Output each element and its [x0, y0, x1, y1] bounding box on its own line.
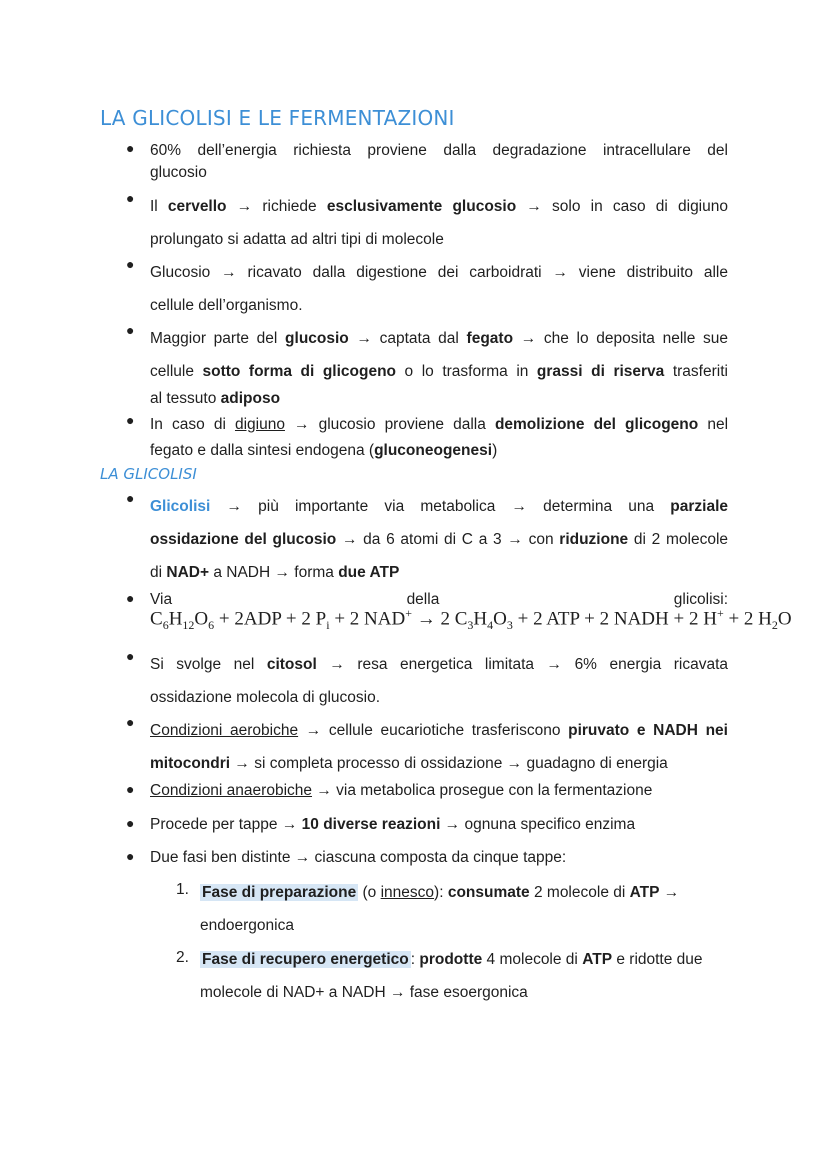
text-line: endoergonica [200, 917, 294, 934]
bullet-icon: ● [126, 781, 135, 797]
text-line: cellule dell’organismo. [150, 297, 303, 314]
bullet-icon: ● [126, 412, 135, 428]
text-line: Via della glicolisi: [150, 591, 729, 608]
text-line: In caso di digiuno → glucosio proviene dalla demolizione del glicogeno nel [150, 416, 729, 433]
text-line: cellule sotto forma di glicogeno o lo trasforma in grassi di riserva trasferiti [150, 363, 728, 380]
numbered-item [200, 876, 730, 942]
text-line: prolungato si adatta ad altri tipi di molecole [150, 231, 444, 248]
page-title: LA GLICOLISI E LE FERMENTAZIONI [100, 106, 455, 130]
text-line: Due fasi ben distinte → ciascuna composta da cinque tappe: [150, 849, 567, 866]
bullet-icon: ● [126, 490, 135, 506]
text-line: Procede per tappe → 10 diverse reazioni → ognuna specifico enzima [150, 816, 636, 833]
numbered-item [200, 943, 730, 1009]
text-line: mitocondri → si completa processo di ossidazione → guadagno di energia [150, 755, 668, 772]
text-line: Glicolisi → più importante via metabolica → determina una parziale [150, 498, 728, 515]
bullet-icon: ● [126, 590, 135, 606]
text-line: Glucosio → ricavato dalla digestione dei carboidrati → viene distribuito alle [150, 264, 728, 281]
section-heading: LA GLICOLISI [100, 465, 197, 483]
text-line: Si svolge nel citosol → resa energetica limitata → 6% energia ricavata [150, 656, 728, 673]
glycolysis-equation: $C_6H_{12}O_6 + 2ADP + 2$ $P_i + 2$ NAD+ → 2 $C_3H_4O_3 + 2$ ATP + 2 NADH + 2 H+ + 2 $H_2O$ [150, 606, 792, 633]
bullet-icon: ● [126, 256, 135, 272]
text-line: fegato e dalla sintesi endogena (gluconeogenesi) [150, 442, 498, 459]
bullet-icon: ● [126, 140, 135, 156]
text-line: glucosio [150, 164, 207, 181]
bullet-icon: ● [126, 648, 135, 664]
bullet-icon: ● [126, 190, 135, 206]
bullet-icon: ● [126, 848, 135, 864]
text-line: Fase di preparazione (o innesco): consumate 2 molecole di ATP → [202, 884, 680, 901]
text-line: al tessuto adiposo [150, 390, 281, 407]
text-line: 60% dell’energia richiesta proviene dalla degradazione intracellulare del [150, 142, 728, 159]
bullet-icon: ● [126, 815, 135, 831]
text-line: ossidazione del glucosio → da 6 atomi di C a 3 → con riduzione di 2 molecole [150, 531, 729, 548]
text-line: Maggior parte del glucosio → captata dal fegato → che lo deposita nelle sue [150, 330, 728, 347]
list-number: 1. [176, 881, 189, 898]
text-line: ossidazione molecola di glucosio. [150, 689, 381, 706]
text-line: molecole di NAD+ a NADH → fase esoergonica [200, 984, 528, 1001]
list-number: 2. [176, 949, 189, 966]
text-line: Condizioni anaerobiche → via metabolica prosegue con la fermentazione [150, 782, 653, 799]
bullet-icon: ● [126, 714, 135, 730]
text-line: di NAD+ a NADH → forma due ATP [150, 564, 400, 581]
text-line: Il cervello → richiede esclusivamente glucosio → solo in caso di digiuno [150, 198, 728, 215]
text-line: Condizioni aerobiche → cellule eucariotiche trasferiscono piruvato e NADH nei [150, 722, 728, 739]
text-line: Fase di recupero energetico : prodotte 4 molecole di ATP e ridotte due [202, 951, 703, 968]
bullet-icon: ● [126, 322, 135, 338]
